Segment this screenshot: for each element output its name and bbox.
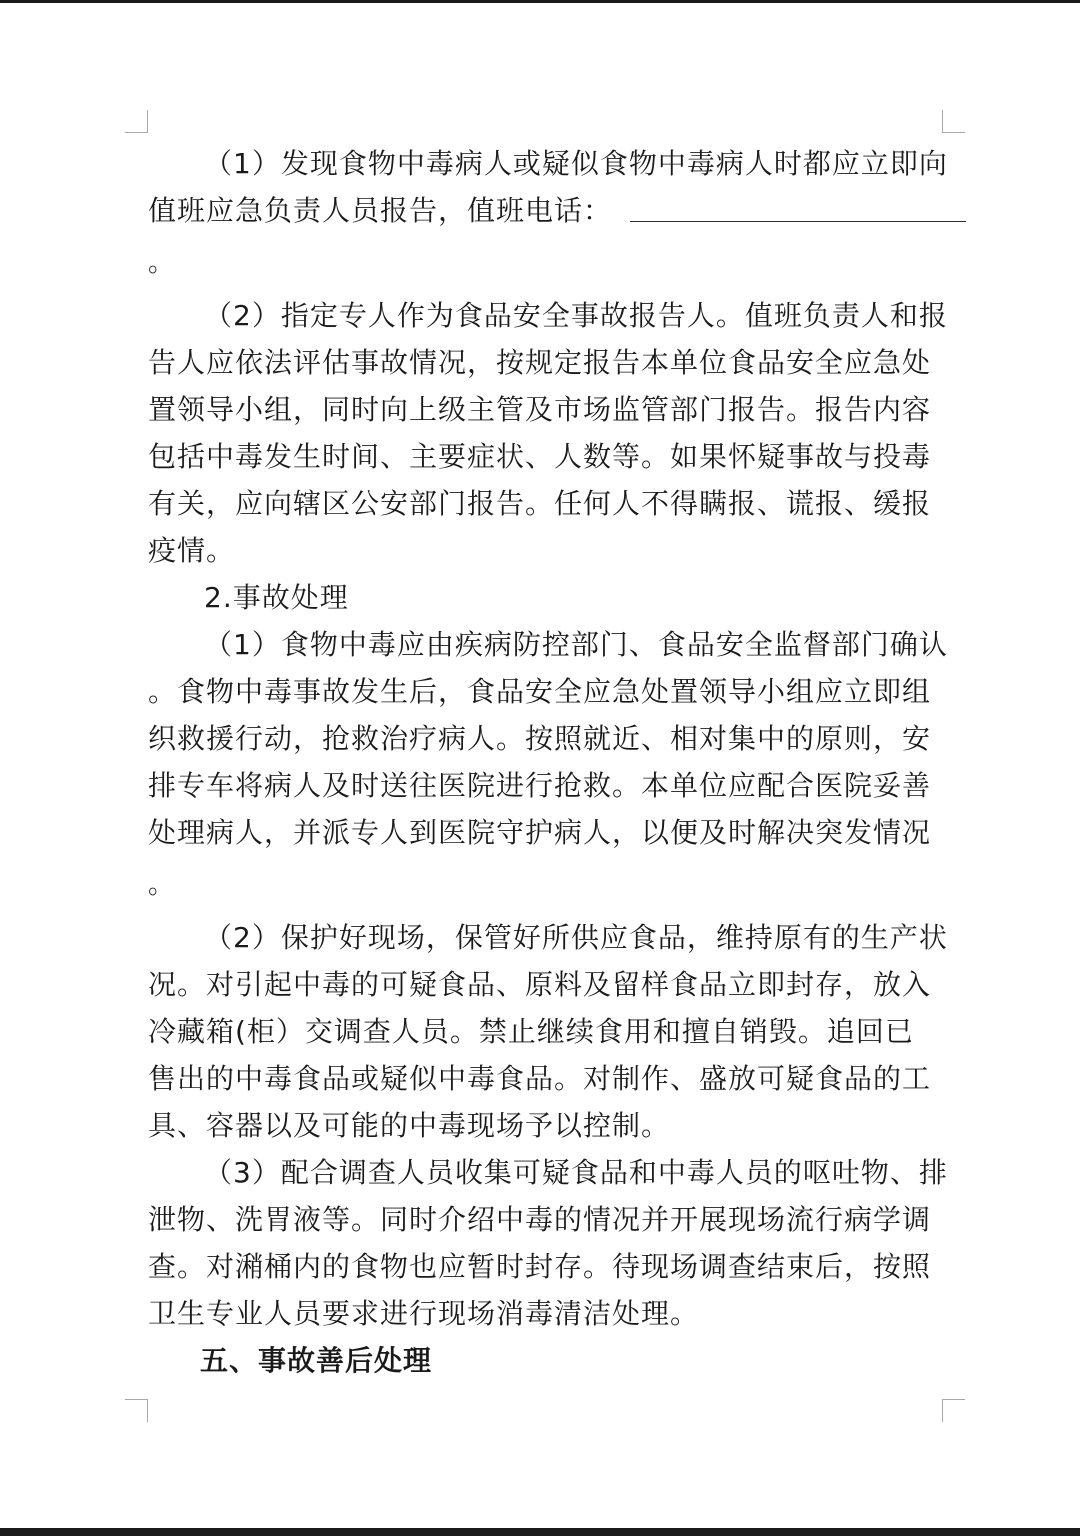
margin-corner-bottom-left (125, 1399, 148, 1422)
text-line: 冷藏箱(柜）交调查人员。禁止继续食用和擅自销毁。追回已 (148, 1015, 914, 1048)
text-line: 排专车将病人及时送往医院进行抢救。本单位应配合医院妥善 (148, 769, 932, 802)
text-line: 织救援行动，抢救治疗病人。按照就近、相对集中的原则，安 (148, 722, 932, 755)
text-line: 值班应急负责人员报告，值班电话： (148, 194, 613, 227)
text-line: （1）食物中毒应由疾病防控部门、食品安全监督部门确认 (204, 628, 948, 661)
section-subheading: 2.事故处理 (204, 581, 349, 614)
text-line: 。食物中毒事故发生后，食品安全应急处置领导小组应立即组 (148, 675, 932, 708)
margin-corner-top-right (942, 110, 965, 133)
text-line: 。 (148, 870, 176, 900)
text-line: 。 (148, 248, 176, 278)
bottom-edge-bar (0, 1528, 1080, 1536)
phone-blank-field (630, 191, 966, 222)
text-line: 泄物、洗胃液等。同时介绍中毒的情况并开展现场流行病学调 (148, 1203, 932, 1236)
margin-corner-bottom-right (942, 1399, 965, 1422)
text-line: 况。对引起中毒的可疑食品、原料及留样食品立即封存，放入 (148, 968, 932, 1001)
text-line: 有关，应向辖区公安部门报告。任何人不得瞒报、谎报、缓报 (148, 487, 932, 520)
text-line: 卫生专业人员要求进行现场消毒清洁处理。 (148, 1297, 700, 1330)
text-line: 处理病人，并派专人到医院守护病人，以便及时解决突发情况 (148, 816, 932, 849)
text-line: （2）指定专人作为食品安全事故报告人。值班负责人和报 (204, 299, 948, 332)
text-line: 查。对潲桶内的食物也应暂时封存。待现场调查结束后，按照 (148, 1250, 932, 1283)
section-heading: 五、事故善后处理 (200, 1344, 433, 1377)
text-line-with-blank (148, 187, 948, 234)
text-line: （1）发现食物中毒病人或疑似食物中毒病人时都应立即向 (204, 147, 948, 180)
margin-corner-top-left (125, 110, 148, 133)
text-line: 售出的中毒食品或疑似中毒食品。对制作、盛放可疑食品的工 (148, 1062, 932, 1095)
text-line: 告人应依法评估事故情况，按规定报告本单位食品安全应急处 (148, 346, 932, 379)
text-line: 包括中毒发生时间、主要症状、人数等。如果怀疑事故与投毒 (148, 440, 932, 473)
text-line: 疫情。 (148, 534, 236, 567)
text-line: （3）配合调查人员收集可疑食品和中毒人员的呕吐物、排 (204, 1156, 948, 1189)
text-line: 具、容器以及可能的中毒现场予以控制。 (148, 1109, 671, 1142)
text-line: （2）保护好现场，保管好所供应食品，维持原有的生产状 (204, 921, 948, 954)
top-edge-bar (0, 0, 1080, 3)
text-line: 置领导小组，同时向上级主管及市场监管部门报告。报告内容 (148, 393, 932, 426)
document-page (148, 140, 948, 1384)
